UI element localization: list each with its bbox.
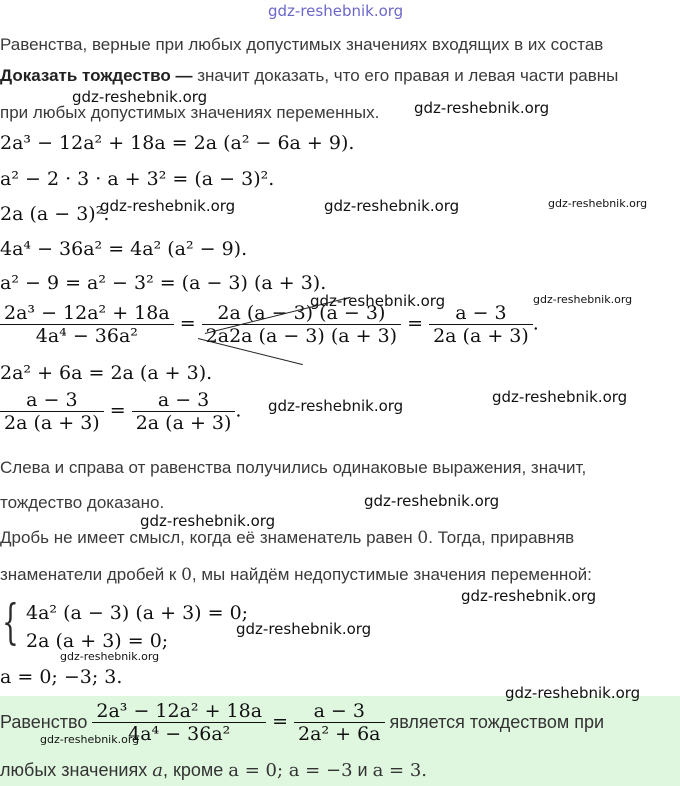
math-line-1: 2a³ − 12a² + 18a = 2a (a² − 6a + 9). [0, 132, 355, 154]
system-brace: { [2, 594, 19, 650]
answer-line-1: Равенство $\frac{\text{2a³ − 12a² + 18a}}{\text{4a⁴ − 36a²}}$ = $\frac{a - 3}{\text{2a² + 6a}}$ является тождеством при [0, 700, 605, 745]
watermark: gdz-reshebnik.org [268, 397, 404, 415]
watermark: gdz-reshebnik.org [533, 293, 633, 306]
watermark: gdz-reshebnik.org [505, 684, 641, 702]
watermark: gdz-reshebnik.org [492, 388, 628, 406]
fraction-right: $\frac{a - 3}{2a (a + 3)}$ [132, 389, 236, 434]
watermark-top: gdz-reshebnik.org [268, 2, 404, 20]
fraction-chain: $\frac{\text{2a³ − 12a² + 18a}}{\text{4a⁴ − 36a²}}$ = $\frac{2a (a - 3) (a - 3)}{2a2a (a - 3) (a + 3)}$ = $\frac{a - 3}{2a (a + 3)}$ . [0, 302, 539, 347]
conclusion-line-1: Слева и справа от равенства получились одинаковые выражения, значит, [0, 458, 587, 477]
definition-bold: Доказать тождество — [0, 66, 193, 85]
fraction-original: $\frac{\text{2a³ − 12a² + 18a}}{\text{4a⁴ − 36a²}}$ [0, 302, 174, 347]
math-line-5: a² − 9 = a² − 3² = (a − 3) (a + 3). [0, 272, 327, 294]
math-line-4: 4a⁴ − 36a² = 4a² (a² − 9). [0, 238, 248, 260]
watermark: gdz-reshebnik.org [324, 197, 460, 215]
definition-line-2: при любых допустимых значениях переменных. [0, 103, 380, 122]
watermark: gdz-reshebnik.org [364, 492, 500, 510]
math-line-7: 2a² + 6a = 2a (a + 3). [0, 362, 213, 384]
answer-fraction-left: $\frac{\text{2a³ − 12a² + 18a}}{\text{4a⁴ − 36a²}}$ [92, 700, 266, 745]
watermark: gdz-reshebnik.org [100, 197, 236, 215]
watermark: gdz-reshebnik.org [548, 197, 648, 210]
definition-line-1 [0, 66, 618, 86]
system-equation-1: 4a² (a − 3) (a + 3) = 0; [26, 602, 249, 624]
watermark: gdz-reshebnik.org [461, 587, 597, 605]
answer-fraction-right: $\frac{a - 3}{\text{2a² + 6a}}$ [294, 700, 384, 745]
domain-line-1: Дробь не имеет смысл, когда её знаменатель равен 0. Тогда, приравняв [0, 528, 575, 548]
watermark: gdz-reshebnik.org [414, 99, 550, 117]
definition-rest: значит доказать, что его правая и левая части равны [192, 66, 619, 85]
math-line-3: 2a (a − 3)². [0, 203, 110, 225]
fraction-result: $\frac{a - 3}{2a (a + 3)}$ [429, 302, 533, 347]
watermark: gdz-reshebnik.org [236, 620, 372, 638]
fraction-cancelled: $\frac{2a (a - 3) (a - 3)}{2a2a (a - 3) (a + 3)}$ [202, 302, 401, 347]
roots: a = 0; −3; 3. [0, 666, 123, 688]
equals-sign: = [407, 312, 424, 335]
watermark: gdz-reshebnik.org [40, 733, 140, 746]
conclusion-line-2: тождество доказано. [0, 493, 165, 512]
fraction-left: $\frac{a - 3}{2a (a + 3)}$ [0, 389, 104, 434]
watermark: gdz-reshebnik.org [60, 650, 160, 663]
watermark: gdz-reshebnik.org [140, 512, 276, 530]
equals-sign: = [179, 312, 196, 335]
watermark: gdz-reshebnik.org [72, 88, 208, 106]
fraction-equality: $\frac{a - 3}{2a (a + 3)}$ = $\frac{a - 3}{2a (a + 3)}$ . [0, 389, 241, 434]
domain-line-2: знаменатели дробей к 0, мы найдём недопустимые значения переменной: [0, 565, 592, 585]
system-equation-2: 2a (a + 3) = 0; [26, 630, 169, 652]
section-heading: Равенства, верные при любых допустимых значениях входящих в их состав [0, 35, 604, 54]
answer-line-2: любых значениях a, кроме a = 0; a = −3 и a = 3. [0, 760, 428, 781]
math-line-2: a² − 2 · 3 · a + 3² = (a − 3)². [0, 168, 275, 190]
watermark: gdz-reshebnik.org [310, 292, 446, 310]
